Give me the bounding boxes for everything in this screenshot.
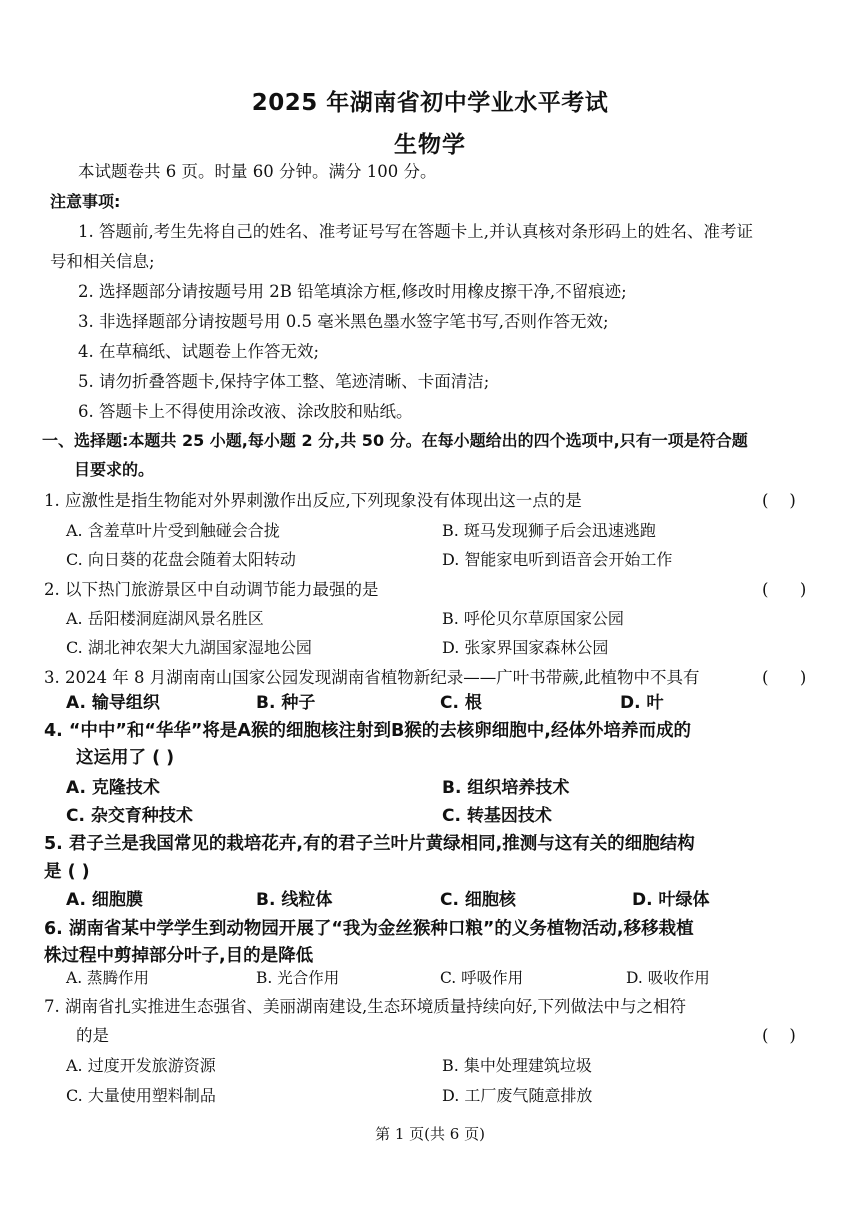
question-4-stem-cont: 这运用了 ( ) xyxy=(76,748,175,768)
question-2-answer-blank: ( ) xyxy=(762,580,807,599)
note-item-3: 3. 非选择题部分请按题号用 0.5 毫米黑色墨水签字笔书写,否则作答无效; xyxy=(78,312,609,331)
exam-title: 2025 年湖南省初中学业水平考试 xyxy=(251,90,609,116)
note-item-6: 6. 答题卡上不得使用涂改液、涂改胶和贴纸。 xyxy=(78,402,413,421)
section-heading-cont: 目要求的。 xyxy=(74,460,155,479)
note-item-1: 1. 答题前,考生先将自己的姓名、准考证号写在答题卡上,并认真核对条形码上的姓名、准考证 xyxy=(78,222,753,241)
question-3-stem: 3. 2024 年 8 月湖南南山国家公园发现湖南省植物新纪录——广叶书带蕨,此植物中不具有 xyxy=(44,668,700,687)
question-7-option-d: D. 工厂废气随意排放 xyxy=(442,1086,593,1105)
question-4-option-d: C. 转基因技术 xyxy=(442,806,552,826)
question-5-stem: 5. 君子兰是我国常见的栽培花卉,有的君子兰叶片黄绿相同,推测与这有关的细胞结构 xyxy=(44,834,695,854)
question-6-option-a: A. 蒸腾作用 xyxy=(66,969,150,987)
question-1-answer-blank: ( ) xyxy=(762,491,796,510)
question-6-option-b: B. 光合作用 xyxy=(256,969,340,987)
question-7-option-a: A. 过度开发旅游资源 xyxy=(66,1056,216,1075)
question-4-stem: 4. “中中”和“华华”将是A猴的细胞核注射到B猴的去核卵细胞中,经体外培养而成的 xyxy=(44,721,691,741)
section-heading: 一、选择题:本题共 25 小题,每小题 2 分,共 50 分。在每小题给出的四个选项中,只有一项是符合题 xyxy=(42,431,748,450)
question-7-option-c: C. 大量使用塑料制品 xyxy=(66,1086,216,1105)
question-1-option-c: C. 向日葵的花盘会随着太阳转动 xyxy=(66,550,296,569)
question-3-option-d: D. 叶 xyxy=(620,693,664,713)
question-2-stem: 2. 以下热门旅游景区中自动调节能力最强的是 xyxy=(44,580,379,599)
question-1-option-a: A. 含羞草叶片受到触碰会合拢 xyxy=(66,521,280,540)
question-5-option-c: C. 细胞核 xyxy=(440,890,516,910)
question-1-option-b: B. 斑马发现狮子后会迅速逃跑 xyxy=(442,521,656,540)
question-2-option-c: C. 湖北神农架大九湖国家湿地公园 xyxy=(66,638,312,657)
question-2-option-b: B. 呼伦贝尔草原国家公园 xyxy=(442,609,624,628)
question-4-option-b: B. 组织培养技术 xyxy=(442,778,570,798)
question-7-answer-blank: ( ) xyxy=(762,1026,796,1045)
question-3-answer-blank: ( ) xyxy=(762,668,807,687)
question-7-stem: 7. 湖南省扎实推进生态强省、美丽湖南建设,生态环境质量持续向好,下列做法中与之相符 xyxy=(44,997,686,1016)
question-7-stem-cont: 的是 xyxy=(76,1026,109,1045)
question-5-option-b: B. 线粒体 xyxy=(256,890,333,910)
question-7-option-b: B. 集中处理建筑垃圾 xyxy=(442,1056,592,1075)
question-3-option-b: B. 种子 xyxy=(256,693,316,713)
question-6-option-c: C. 呼吸作用 xyxy=(440,969,524,987)
question-5-stem-cont: 是 ( ) xyxy=(44,862,90,882)
page-number: 第 1 页(共 6 页) xyxy=(375,1125,485,1143)
question-3-option-a: A. 输导组织 xyxy=(66,693,160,713)
question-2-option-d: D. 张家界国家森林公园 xyxy=(442,638,609,657)
question-4-option-a: A. 克隆技术 xyxy=(66,778,160,798)
note-item-5: 5. 请勿折叠答题卡,保持字体工整、笔迹清晰、卡面清洁; xyxy=(78,372,490,391)
exam-intro: 本试题卷共 6 页。时量 60 分钟。满分 100 分。 xyxy=(78,162,437,181)
question-1-option-d: D. 智能家电听到语音会开始工作 xyxy=(442,550,673,569)
question-1-stem: 1. 应激性是指生物能对外界刺激作出反应,下列现象没有体现出这一点的是 xyxy=(44,491,582,510)
question-6-stem: 6. 湖南省某中学学生到动物园开展了“我为金丝猴种口粮”的义务植物活动,移移栽植 xyxy=(44,919,694,939)
question-5-option-a: A. 细胞膜 xyxy=(66,890,143,910)
question-3-option-c: C. 根 xyxy=(440,693,482,713)
note-item-1-cont: 号和相关信息; xyxy=(50,252,155,271)
question-5-option-d: D. 叶绿体 xyxy=(632,890,710,910)
question-4-option-c: C. 杂交育种技术 xyxy=(66,806,193,826)
subject-title: 生物学 xyxy=(394,132,466,158)
note-item-2: 2. 选择题部分请按题号用 2B 铅笔填涂方框,修改时用橡皮擦干净,不留痕迹; xyxy=(78,282,627,301)
question-6-stem-cont: 株过程中剪掉部分叶子,目的是降低 xyxy=(44,946,314,966)
question-2-option-a: A. 岳阳楼洞庭湖风景名胜区 xyxy=(66,609,264,628)
notes-heading: 注意事项: xyxy=(50,192,121,211)
question-6-option-d: D. 吸收作用 xyxy=(626,969,710,987)
note-item-4: 4. 在草稿纸、试题卷上作答无效; xyxy=(78,342,320,361)
